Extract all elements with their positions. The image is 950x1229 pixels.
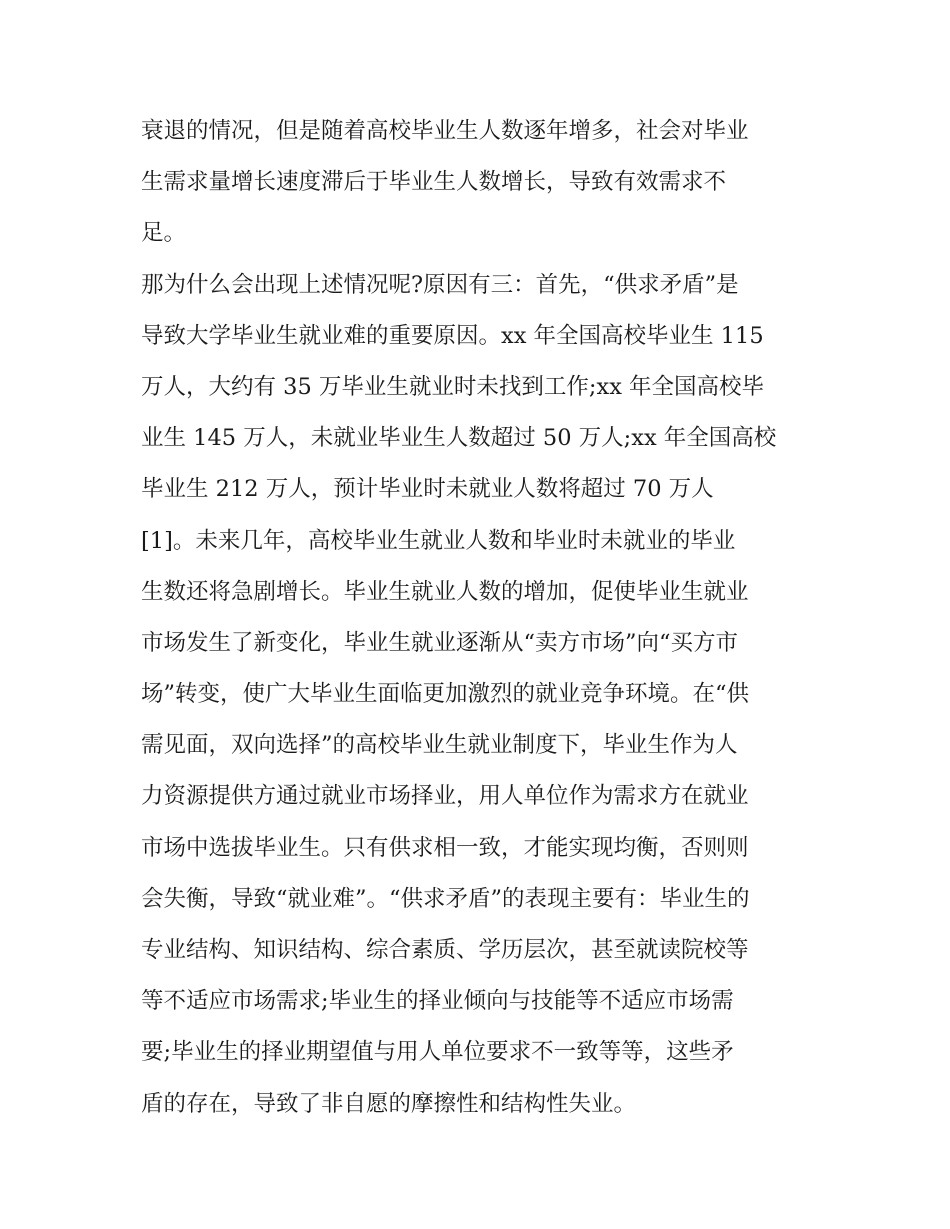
text-line-18: 等不适应市场需求;毕业生的择业倾向与技能等不适应市场需 (141, 988, 734, 1015)
text-line-7: 业生 145 万人，未就业毕业生人数超过 50 万人;xx 年全国高校 (141, 425, 777, 452)
text-line-15: 市场中选拔毕业生。只有供求相一致，才能实现均衡，否则则 (141, 834, 749, 861)
text-line-10: 生数还将急剧增长。毕业生就业人数的增加，促使毕业生就业 (141, 578, 749, 605)
text-line-19: 要;毕业生的择业期望值与用人单位要求不一致等等，这些矛 (141, 1039, 734, 1066)
text-line-13: 需见面，双向选择”的高校毕业生就业制度下，毕业生作为人 (141, 732, 738, 759)
text-line-3: 足。 (141, 220, 187, 247)
text-line-16: 会失衡，导致“就业难”。“供求矛盾”的表现主要有：毕业生的 (141, 885, 750, 912)
text-line-5: 导致大学毕业生就业难的重要原因。xx 年全国高校毕业生 115 (141, 322, 764, 349)
text-line-20: 盾的存在，导致了非自愿的摩擦性和结构性失业。 (141, 1090, 637, 1117)
text-line-6: 万人，大约有 35 万毕业生就业时未找到工作;xx 年全国高校毕 (141, 373, 765, 400)
text-line-1: 衰退的情况，但是随着高校毕业生人数逐年增多，社会对毕业 (141, 118, 749, 144)
text-line-14: 力资源提供方通过就业市场择业，用人单位作为需求方在就业 (141, 783, 749, 810)
text-line-4: 那为什么会出现上述情况呢?原因有三：首先，“供求矛盾”是 (141, 271, 739, 298)
text-line-17: 专业结构、知识结构、综合素质、学历层次，甚至就读院校等 (141, 937, 749, 963)
body-text (141, 106, 821, 1130)
text-line-9: [1]。未来几年，高校毕业生就业人数和毕业时未就业的毕业 (141, 527, 736, 554)
text-line-12: 场”转变，使广大毕业生面临更加激烈的就业竞争环境。在“供 (141, 681, 750, 708)
text-line-8: 毕业生 212 万人，预计毕业时未就业人数将超过 70 万人 (141, 476, 714, 503)
text-line-11: 市场发生了新变化，毕业生就业逐渐从“卖方市场”向“买方市 (141, 629, 739, 656)
text-line-2: 生需求量增长速度滞后于毕业生人数增长，导致有效需求不 (141, 169, 727, 196)
